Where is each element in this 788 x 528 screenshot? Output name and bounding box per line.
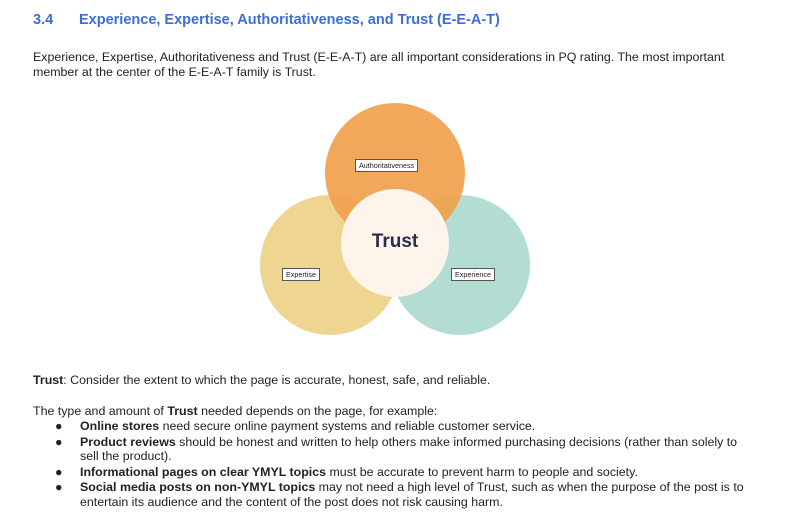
list-item-text: must be accurate to prevent harm to people and society.	[326, 464, 638, 479]
eeat-venn-diagram	[255, 100, 535, 350]
trust-definition-text: : Consider the extent to which the page is accurate, honest, safe, and reliable.	[63, 373, 491, 387]
bullet-icon: ●	[55, 419, 63, 433]
lead-term: Trust	[167, 404, 198, 418]
trust-definition	[33, 373, 753, 388]
lead-before: The type and amount of	[33, 404, 168, 418]
label-authoritativeness: Authoritativeness	[355, 159, 418, 172]
examples-lead	[33, 404, 753, 419]
list-item-bold: Informational pages on clear YMYL topics	[80, 464, 327, 479]
examples-list	[33, 419, 753, 510]
trust-term: Trust	[33, 373, 64, 387]
section-title: Experience, Expertise, Authoritativeness, and Trust (E-E-A-T)	[79, 12, 500, 28]
list-item	[33, 435, 753, 464]
label-expertise: Expertise	[282, 268, 320, 281]
venn-shapes	[255, 100, 535, 350]
section-heading	[33, 12, 500, 28]
list-item-bold: Social media posts on non-YMYL topics	[80, 480, 316, 494]
lead-after: needed depends on the page, for example:	[197, 404, 438, 418]
label-experience: Experience	[451, 268, 495, 281]
bullet-icon: ●	[55, 464, 63, 479]
list-item-text: need secure online payment systems and reliable customer service.	[159, 419, 536, 433]
bullet-icon: ●	[55, 480, 63, 494]
list-item-text: may not need a high level of Trust, such as when the purpose of the post is to entertain its audience and the content of the post does not risk causing harm.	[80, 480, 744, 509]
list-item-bold: Product reviews	[80, 434, 176, 449]
list-item	[33, 465, 753, 480]
intro-paragraph: Experience, Expertise, Authoritativeness and Trust (E-E-A-T) are all important considerations in PQ rating. The most important member at the center of the E-E-A-T family is Trust.	[33, 50, 725, 79]
list-item	[33, 480, 753, 509]
bullet-icon: ●	[55, 434, 63, 449]
label-trust: Trust	[371, 231, 419, 252]
list-item-bold: Online stores	[80, 419, 160, 433]
section-number: 3.4	[33, 12, 54, 28]
list-item-text: should be honest and written to help others make informed purchasing decisions (rather than solely to sell the product).	[80, 434, 738, 463]
list-item	[33, 419, 753, 434]
